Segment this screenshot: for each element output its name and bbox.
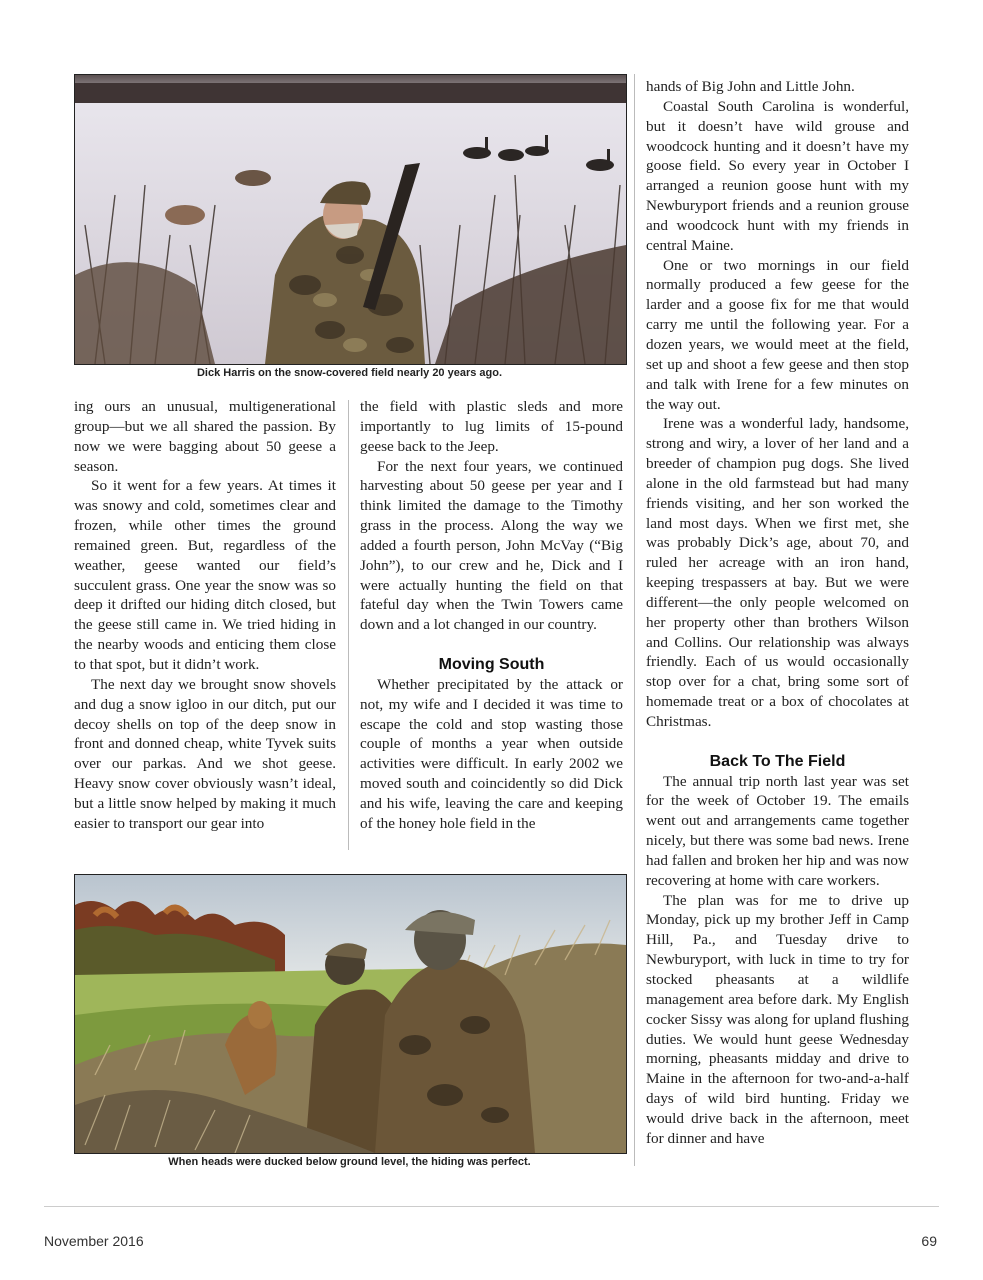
col1-paragraph-3: The next day we brought snow shovels and dug a snow igloo in our ditch, put our decoy shells on top of the deep snow in front and donned cheap, white Tyvek suits over our parkas. And we shot geese. Heavy snow cover obviously wasn’t ideal, but a little snow helped by making it much easier to transport our gear into (74, 675, 336, 832)
col3-paragraph-1: hands of Big John and Little John. (646, 78, 855, 95)
col1-paragraph-2: So it went for a few years. At times it was snowy and cold, sometimes clear and frozen, while other times the ground remained green. But, regardless of the weather, geese wanted our field’s succulent grass. One year the snow was so deep it drifted our hiding ditch closed, but the geese still came in. We tried hiding in the nearby woods and enticing them close to that spot, but it didn’t work. (74, 477, 336, 673)
article-column-3 (646, 77, 909, 1149)
col3-paragraph-2: Coastal South Carolina is wonderful, but it doesn’t have wild grouse and woodcock hunting and it doesn’t have my goose field. So every year in October I arranged a reunion goose hunt with my Newburyport friends and a reunion grouse and woodcock hunt with my friends in central Maine. (646, 97, 909, 254)
col3-paragraph-4: Irene was a wonderful lady, handsome, strong and wiry, a lover of her land and a breeder of champion pug dogs. She lived alone in the old farmstead but had many friends visiting, and her son worked the land most days. When we first met, she was probably Dick’s age, about 70, and ruled her acreage with an iron hand, keeping trespassers at bay. But we were different—the only people welcomed on her property other than brothers Wilson and Collins. Our relationship was always friendly. Each of us would occasionally stop over for a chat, bring some sort of homemade treat or a box of chocolates at Christmas. (646, 415, 909, 730)
column-divider-2 (634, 74, 635, 1166)
footer-issue-date: November 2016 (44, 1233, 144, 1249)
article-column-2 (360, 397, 623, 834)
photo-hunters-ditch (74, 874, 627, 1154)
col3-paragraph-3: One or two mornings in our field normally produced a few geese for the larder and a goose fix for me that would carry me until the following year. For a dozen years, we would meet at the field, set up and shoot a few geese and then stop and talk with Irene for a few minutes on the way out. (646, 256, 909, 413)
page-number: 69 (921, 1233, 937, 1249)
col3-paragraph-5: The annual trip north last year was set for the week of October 19. The emails went out and arrangements came together nicely, but there was some bad news. Irene had fallen and broken her hip and was now recovering at home with care workers. (646, 772, 909, 889)
col2-paragraph-3: Whether precipitated by the attack or not, my wife and I decided it was time to escape the cold and stop wasting those couple of months a year when outside activities were difficult. In early 2002 we moved south and coincidently so did Dick and his wife, leaving the care and keeping of the honey hole field in the (360, 675, 623, 832)
snow-field-illustration (75, 75, 626, 364)
article-column-1 (74, 397, 336, 834)
bottom-photo-caption: When heads were ducked below ground level, the hiding was perfect. (168, 1156, 531, 1168)
col3-paragraph-6: The plan was for me to drive up Monday, pick up my brother Jeff in Camp Hill, Pa., and Tuesday drive to Newburyport, with luck in time to try for stocked pheasants at a wildlife management area before dark. My English cocker Sissy was along for upland flushing duties. We would hunt geese Wednesday morning, pheasants midday and drive to Maine in the afternoon for two-and-a-half days of wild bird hunting. Friday we would drive back in the afternoon, meet for dinner and have (646, 891, 909, 1147)
photo-snow-field (74, 74, 627, 365)
column-divider-1 (348, 400, 349, 850)
section-heading-back-to-the-field: Back To The Field (709, 752, 846, 770)
col2-paragraph-1: the field with plastic sleds and more importantly to lug limits of 15-pound geese back to the Jeep. (360, 398, 623, 455)
top-photo-caption: Dick Harris on the snow-covered field nearly 20 years ago. (196, 367, 503, 379)
footer-rule (44, 1206, 939, 1207)
hunters-ditch-illustration (75, 875, 626, 1153)
col1-paragraph-1: ing ours an unusual, multigenerational group—but we all shared the passion. By now we were bagging about 50 geese a season. (74, 398, 336, 475)
col2-paragraph-2: For the next four years, we continued harvesting about 50 geese per year and I think limited the damage to the Timothy grass in the process. Along the way we added a fourth person, John McVay (“Big John”), to our crew and he, Dick and I were actually hunting the field on that fateful day when the Twin Towers came down and a lot changed in our country. (360, 457, 623, 634)
section-heading-moving-south: Moving South (438, 655, 545, 673)
